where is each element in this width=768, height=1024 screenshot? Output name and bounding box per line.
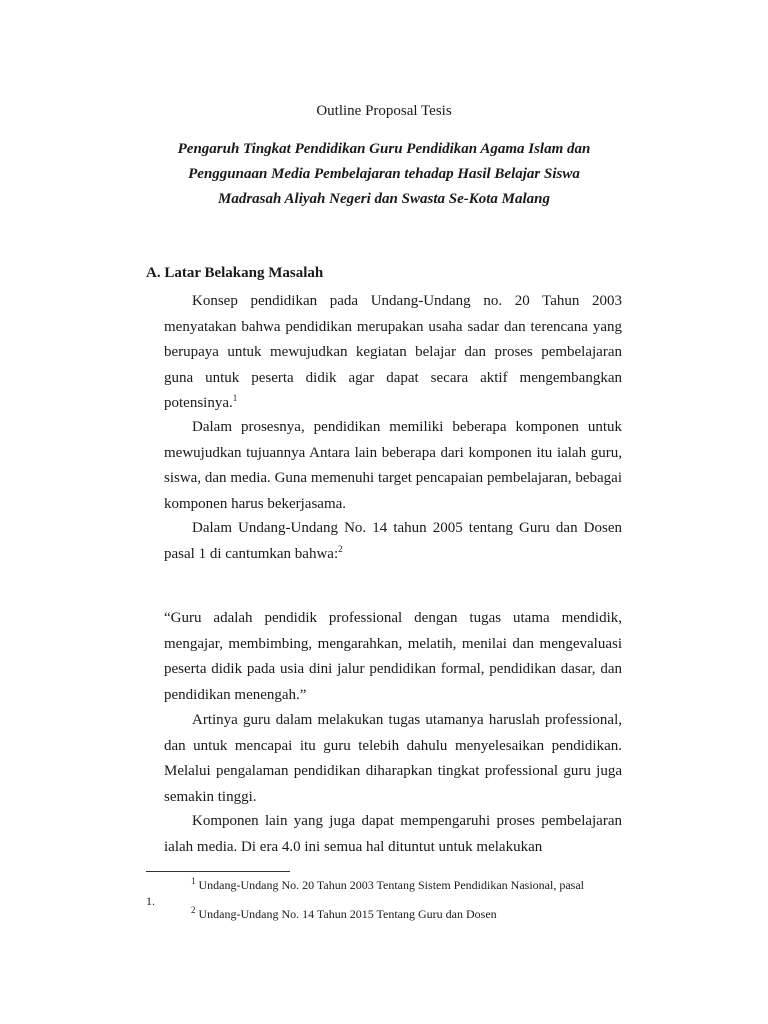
footnote-1-continuation: 1.: [146, 894, 155, 908]
footnote-2: [191, 906, 631, 922]
footnote-2-text: Undang-Undang No. 14 Tahun 2015 Tentang Guru dan Dosen: [198, 907, 497, 921]
thesis-title-line-3: Madrasah Aliyah Negeri dan Swasta Se-Kota Malang: [218, 191, 550, 207]
footnote-1: [191, 877, 631, 893]
section-heading: A. Latar Belakang Masalah: [146, 265, 324, 281]
thesis-title-line-2: Penggunaan Media Pembelajaran tehadap Hasil Belajar Siswa: [188, 166, 580, 182]
footnote-1-number: 1: [191, 876, 196, 886]
document-title: Outline Proposal Tesis: [316, 103, 452, 119]
paragraph-3: [164, 516, 622, 567]
footnote-1-text: Undang-Undang No. 20 Tahun 2003 Tentang Sistem Pendidikan Nasional, pasal: [198, 878, 584, 892]
paragraph-3-text: Dalam Undang-Undang No. 14 tahun 2005 tentang Guru dan Dosen pasal 1 di cantumkan bahwa:: [164, 520, 622, 562]
footnote-divider: [146, 871, 290, 872]
footnote-2-number: 2: [191, 905, 196, 915]
paragraph-1: [164, 289, 622, 417]
footnote-ref-2: 2: [338, 543, 343, 554]
paragraph-1-text: Konsep pendidikan pada Undang-Undang no. 20 Tahun 2003 menyatakan bahwa pendidikan merupakan usaha sadar dan terencana yang berupaya untuk mewujudkan kegiatan belajar dan proses pembelajaran guna untuk peserta didik agar dapat secara aktif mengembangkan potensinya.: [164, 293, 622, 412]
thesis-title-line-1: Pengaruh Tingkat Pendidikan Guru Pendidikan Agama Islam dan: [177, 141, 591, 157]
block-quote: “Guru adalah pendidik professional dengan tugas utama mendidik, mengajar, membimbing, mengarahkan, melatih, menilai dan mengevaluasi peserta didik pada usia dini jalur pendidikan formal, pendidikan dasar, dan pendidikan menengah.”: [164, 610, 622, 703]
paragraph-2: Dalam prosesnya, pendidikan memiliki beberapa komponen untuk mewujudkan tujuannya Antara lain beberapa dari komponen itu ialah guru, siswa, dan media. Guna memenuhi target pencapaian pembelajaran, bebagai komponen harus bekerjasama.: [164, 419, 622, 512]
paragraph-5: Komponen lain yang juga dapat mempengaruhi proses pembelajaran ialah media. Di era 4.0 ini semua hal dituntut untuk melakukan: [164, 813, 622, 855]
footnote-ref-1: 1: [232, 393, 238, 404]
paragraph-4: Artinya guru dalam melakukan tugas utamanya haruslah professional, dan untuk mencapai itu guru telebih dahulu menyelesaikan pendidikan. Melalui pengalaman pendidikan diharapkan tingkat professional guru juga semakin tinggi.: [164, 712, 622, 805]
